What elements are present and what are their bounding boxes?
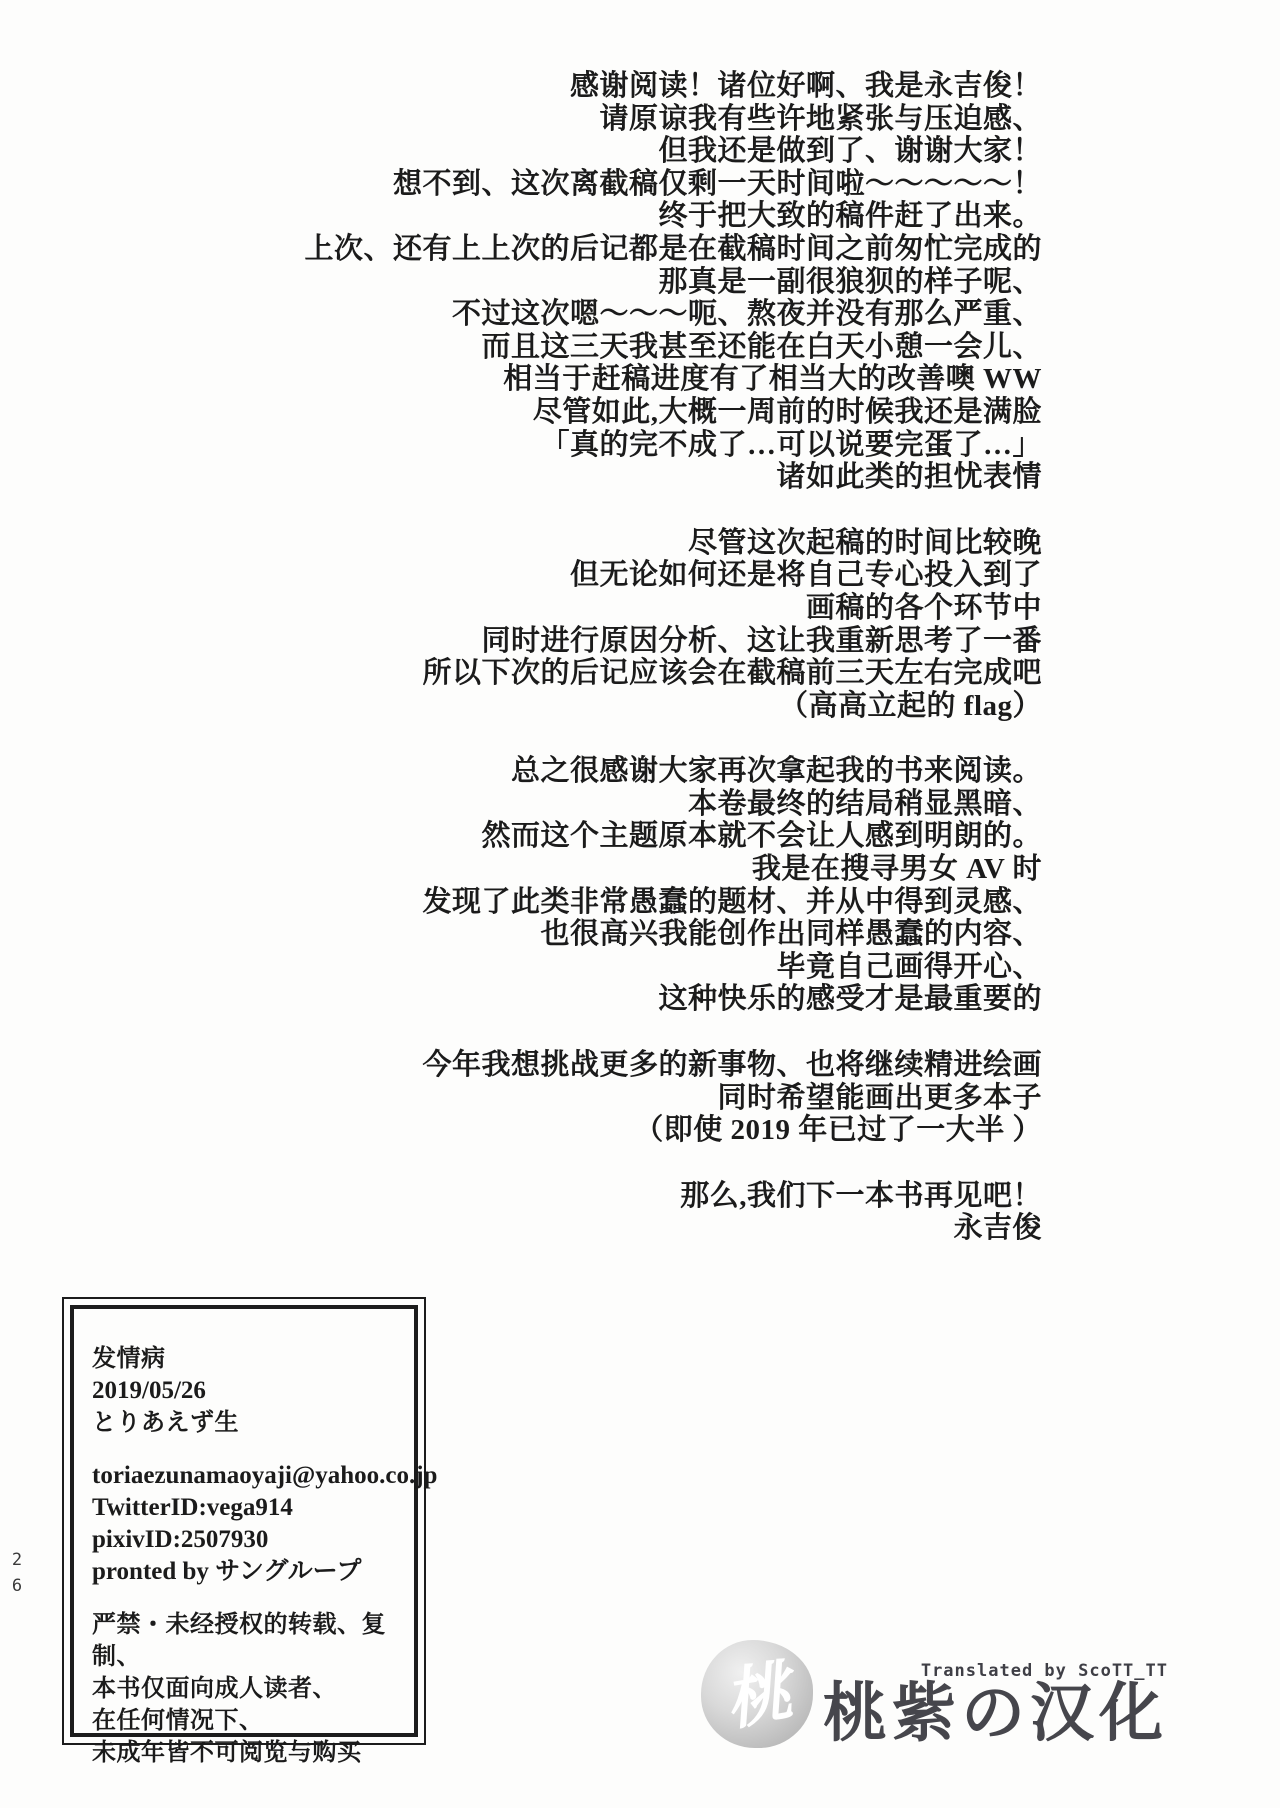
printer-credit: pronted by サングループ [92,1558,362,1585]
afterword-paragraph-1 [304,70,1042,494]
afterword-text [304,70,1042,1245]
page-number: 26 [7,1550,27,1602]
afterword-line: 这种快乐的感受才是最重要的 [658,983,1042,1016]
afterword-line: 上次、还有上上次的后记都是在截稿时间之前匆忙完成的 [304,232,1042,265]
afterword-line: 但我还是做到了、谢谢大家！ [658,135,1042,168]
afterword-line: 同时希望能画出更多本子 [717,1081,1042,1114]
doujin-title: 发情病 [92,1346,166,1372]
translation-group-name: 桃紫の汉化 [823,1676,1168,1751]
afterword-line: 想不到、这次离截稿仅剩一天时间啦～～～～～！ [392,167,1042,200]
afterword-paragraph-2 [304,527,1042,723]
afterword-line: 今年我想挑战更多的新事物、也将继续精进绘画 [422,1049,1042,1082]
pixiv-id: pixivID:2507930 [92,1526,269,1553]
circle-name: とりあえず生 [92,1410,239,1436]
afterword-line: 那真是一副很狼狈的样子呢、 [658,265,1042,298]
spacer [92,1439,402,1460]
afterword-line: 请原谅我有些许地紧张与压迫感、 [599,102,1042,135]
afterword-line: 发现了此类非常愚蠢的题材、并从中得到灵感、 [422,885,1042,918]
peach-glyph: 桃 [718,1651,798,1740]
warning-line: 在任何情况下、 [92,1708,264,1734]
afterword-line: 相当于赶稿进度有了相当大的改善噢 WW [503,363,1042,396]
warning-line: 本书仅面向成人读者、 [92,1676,337,1702]
warning-line: 严禁・未经授权的转载、复制、 [92,1612,386,1670]
colophon-inner-border [70,1305,438,1766]
afterword-line: （高高立起的 flag） [779,689,1042,722]
warning-line: 未成年皆不可阅览与购买 [92,1740,362,1766]
afterword-line: 诸如此类的担忧表情 [776,461,1042,494]
afterword-line: 终于把大致的稿件赶了出来。 [658,200,1042,233]
contact-email: toriaezunamaoyaji@yahoo.co.jp [92,1462,438,1489]
afterword-line: 画稿的各个环节中 [805,591,1042,624]
release-date: 2019/05/26 [92,1377,206,1404]
afterword-line: 尽管如此,大概一周前的时候我还是满脸 [532,395,1042,428]
peach-logo-icon [701,1640,813,1748]
translator-credit [701,1640,1168,1751]
afterword-line: 尽管这次起稿的时间比较晚 [687,526,1042,559]
author-signature: 永吉俊 [953,1212,1042,1245]
afterword-paragraph-5 [304,1180,1042,1245]
afterword-line: 而且这三天我甚至还能在白天小憩一会儿、 [481,330,1042,363]
translator-caption: Translated by ScoTT_TT [920,1660,1168,1681]
afterword-line: 「真的完不成了…可以说要完蛋了…」 [540,428,1042,461]
afterword-line: 所以下次的后记应该会在截稿前三天左右完成吧 [422,657,1042,690]
afterword-line: 不过这次嗯～～～呃、熬夜并没有那么严重、 [451,298,1042,331]
credit-text [823,1660,1168,1751]
twitter-id: TwitterID:vega914 [92,1494,293,1521]
afterword-closing-line: 那么,我们下一本书再见吧！ [680,1179,1042,1212]
afterword-paragraph-4 [304,1049,1042,1147]
afterword-line: 然而这个主题原本就不会让人感到明朗的。 [481,820,1042,853]
afterword-line: 总之很感谢大家再次拿起我的书来阅读。 [510,755,1042,788]
colophon-box [62,1297,438,1766]
afterword-line: 同时进行原因分析、这让我重新思考了一番 [481,624,1042,657]
afterword-line: 也很高兴我能创作出同样愚蠢的内容、 [540,918,1042,951]
afterword-line: 感谢阅读！诸位好啊、我是永吉俊！ [569,70,1042,102]
afterword-line: 但无论如何还是将自己专心投入到了 [569,559,1042,592]
afterword-line: （即使 2019 年已过了一大半 ） [634,1114,1042,1147]
afterword-line: 毕竟自己画得开心、 [776,950,1042,983]
spacer [92,1588,402,1609]
afterword-line: 我是在搜寻男女 AV 时 [751,853,1042,886]
afterword-line: 本卷最终的结局稍显黑暗、 [687,787,1042,820]
afterword-paragraph-3 [304,755,1042,1016]
